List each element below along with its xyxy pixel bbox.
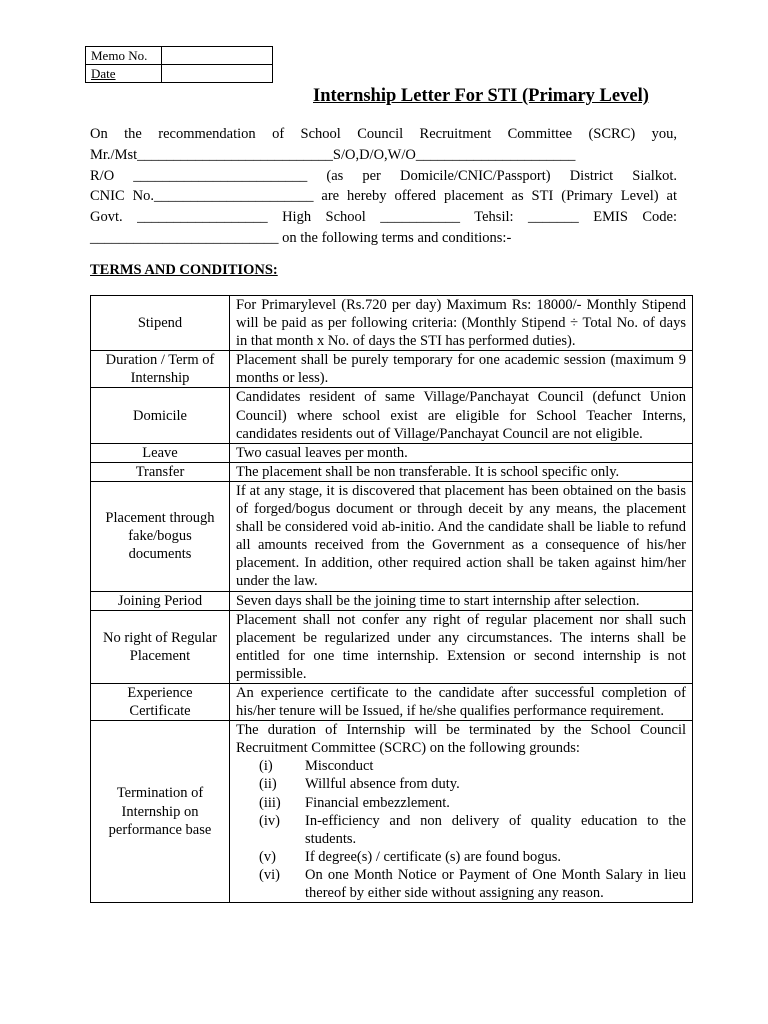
term-heading: Placement through fake/bogus documents xyxy=(91,481,230,591)
date-field xyxy=(162,65,273,83)
term-text: Placement shall not confer any right of regular placement nor shall such placement be regularized under any circumstances. The interns shall be entitled for one time internship. Extension or second internship is not permissible. xyxy=(230,610,693,683)
term-text: The placement shall be non transferable. It is school specific only. xyxy=(230,462,693,481)
terms-row-leave xyxy=(91,443,693,462)
list-item-text: Financial embezzlement. xyxy=(305,794,450,811)
terms-row-experience xyxy=(91,683,693,720)
terms-row-regular-placement xyxy=(91,610,693,683)
memo-no-field xyxy=(162,47,273,65)
memo-no-row xyxy=(86,47,273,65)
term-heading: Transfer xyxy=(91,462,230,481)
grounds-list xyxy=(236,757,686,902)
intro-line: Mr./Mst___________________________S/O,D/O,W/O______________________ xyxy=(90,146,576,163)
list-item-number: (i) xyxy=(259,758,273,775)
intro-line: R/O ________________________ (as per Domicile/CNIC/Passport) District Sialkot. xyxy=(90,167,677,184)
list-item xyxy=(236,866,686,902)
term-text: Candidates resident of same Village/Panchayat Council (defunct Union Council) where school exist are eligible for School Teacher Interns, candidates residents out of Village/Panchayat Council are not eligible. xyxy=(230,388,693,443)
terms-row-joining xyxy=(91,591,693,610)
terms-heading: TERMS AND CONDITIONS: xyxy=(90,262,278,278)
term-text: Seven days shall be the joining time to start internship after selection. xyxy=(230,591,693,610)
term-heading: Leave xyxy=(91,443,230,462)
terms-row-duration xyxy=(91,351,693,388)
term-heading: Joining Period xyxy=(91,591,230,610)
term-heading: Duration / Term of Internship xyxy=(91,351,230,388)
intro-paragraph xyxy=(90,124,677,249)
memo-no-label: Memo No. xyxy=(86,47,162,65)
term-text: For Primarylevel (Rs.720 per day) Maximum Rs: 18000/- Monthly Stipend will be paid as per following criteria: (Monthly Stipend ÷ Total No. of days in that month x No. of days the STI has performed duties). xyxy=(230,296,693,351)
list-item-number: (vi) xyxy=(259,866,280,883)
memo-table xyxy=(85,46,273,83)
term-text: The duration of Internship will be terminated by the School Council Recruitment Committee (SCRC) on the following grounds: xyxy=(236,722,686,757)
date-label: Date xyxy=(86,65,162,83)
term-heading: Domicile xyxy=(91,388,230,443)
intro-line: CNIC No.______________________ are hereby offered placement as STI (Primary Level) at xyxy=(90,188,677,205)
term-text: Two casual leaves per month. xyxy=(230,443,693,462)
terms-row-transfer xyxy=(91,462,693,481)
term-heading: Termination of Internship on performance base xyxy=(91,721,230,903)
term-text: An experience certificate to the candidate after successful completion of his/her tenure will be Issued, if he/she qualifies performance requirement. xyxy=(230,683,693,720)
terms-row-termination xyxy=(91,721,693,903)
list-item xyxy=(236,812,686,848)
term-text-cell xyxy=(230,721,693,903)
list-item-text: On one Month Notice or Payment of One Month Salary in lieu thereof by either side without assigning any reason. xyxy=(305,866,686,901)
list-item-text: Willful absence from duty. xyxy=(305,776,460,793)
term-heading: Stipend xyxy=(91,296,230,351)
term-text: If at any stage, it is discovered that placement has been obtained on the basis of forged/bogus document or through deceit by any means, the placement shall be considered void ab-initio. And the candidate shall be liable to refund all amounts received from the Government as a consequence of his/her placement. In addition, other required action shall be taken against him/her under the law. xyxy=(230,481,693,591)
list-item-number: (iv) xyxy=(259,812,280,829)
date-row xyxy=(86,65,273,83)
list-item-number: (ii) xyxy=(259,776,277,793)
list-item-number: (iii) xyxy=(259,794,281,811)
terms-table xyxy=(90,295,693,903)
list-item xyxy=(236,794,686,812)
list-item xyxy=(236,848,686,866)
list-item-number: (v) xyxy=(259,848,276,865)
terms-row-stipend xyxy=(91,296,693,351)
term-heading: Experience Certificate xyxy=(91,683,230,720)
list-item-text: In-efficiency and non delivery of quality education to the students. xyxy=(305,812,686,847)
term-text: Placement shall be purely temporary for one academic session (maximum 9 months or less). xyxy=(230,351,693,388)
list-item-text: Misconduct xyxy=(305,758,374,775)
list-item xyxy=(236,775,686,793)
list-item-text: If degree(s) / certificate (s) are found bogus. xyxy=(305,848,562,865)
intro-line: On the recommendation of School Council Recruitment Committee (SCRC) you, xyxy=(90,126,677,142)
intro-line: Govt. __________________ High School ___________ Tehsil: _______ EMIS Code: xyxy=(90,209,677,226)
intro-line: __________________________ on the following terms and conditions:- xyxy=(90,229,512,246)
page-title: Internship Letter For STI (Primary Level) xyxy=(313,86,649,106)
list-item xyxy=(236,757,686,775)
term-heading: No right of Regular Placement xyxy=(91,610,230,683)
terms-row-fake-documents xyxy=(91,481,693,591)
terms-row-domicile xyxy=(91,388,693,443)
